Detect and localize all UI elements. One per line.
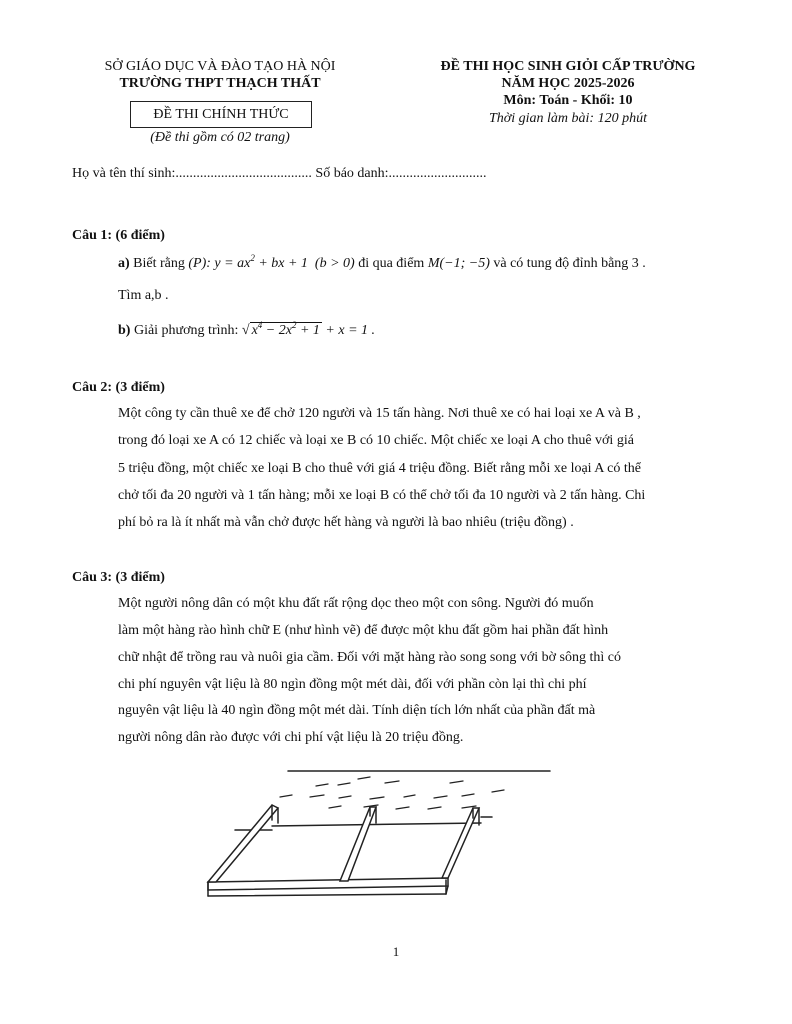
question-3-line: làm một hàng rào hình chữ E (như hình vẽ) để được một khu đất gồm hai phần đất hình [118, 623, 609, 638]
candidate-info-line: Họ và tên thí sinh:....................................... Số báo danh:............................ [72, 166, 487, 181]
school-year: NĂM HỌC 2025-2026 [501, 76, 635, 91]
question-1b [118, 322, 375, 339]
exam-title: ĐỀ THI HỌC SINH GIỎI CẤP TRƯỜNG [440, 59, 696, 74]
water-ripples [280, 777, 504, 809]
parabola-formula: (P): $y = ax^2$ + bx + 1 (b > 0) [188, 253, 355, 271]
question-2-line: 5 triệu đồng, một chiếc xe loại B cho thuê với giá 4 triệu đồng. Biết rằng mỗi xe loại A có thể [118, 461, 641, 476]
question-1a-label: a) [118, 256, 130, 271]
page-number: 1 [392, 944, 400, 959]
question-3-line: chi phí nguyên vật liệu là 80 ngìn đồng một mét dài, đối với phần còn lại thì chi phí [118, 677, 587, 692]
front-fence [208, 878, 448, 890]
question-3-title: Câu 3: (3 điểm) [72, 570, 165, 585]
question-1a-text1: Biết rằng [133, 256, 185, 271]
question-1a-text2: đi qua điểm [358, 256, 425, 271]
point-m: M(−1; −5) [427, 256, 490, 271]
equation: √ $x^4 - 2x^2 + 1 + x = 1$ . [241, 320, 376, 338]
pages-note: (Đề thi gồm có 02 trang) [150, 130, 290, 145]
question-2-line: trong đó loại xe A có 12 chiếc và loại xe B có 10 chiếc. Một chiếc xe loại A cho thuê với giá [118, 433, 634, 448]
question-1-title: Câu 1: (6 điểm) [72, 228, 165, 243]
question-1b-label: b) [118, 323, 131, 338]
department-name: SỞ GIÁO DỤC VÀ ĐÀO TẠO HÀ NỘI [104, 59, 336, 74]
middle-fence [340, 807, 376, 881]
left-fence [208, 805, 278, 882]
question-2-title: Câu 2: (3 điểm) [72, 380, 165, 395]
exam-duration: Thời gian làm bài: 120 phút [489, 111, 647, 126]
question-2-line: Một công ty cần thuê xe để chở 120 người và 15 tấn hàng. Nơi thuê xe có hai loại xe A và B , [118, 406, 641, 421]
question-2-line: chở tối đa 20 người và 1 tấn hàng; mỗi xe loại B có thể chở tối đa 10 người và 2 tấn hàng. Chi [118, 488, 646, 503]
question-1b-text: Giải phương trình: [133, 323, 239, 338]
question-2-line: phí bỏ ra là ít nhất mà vẫn chở được hết hàng và người là bao nhiêu (triệu đồng) . [118, 515, 574, 530]
question-3-line: người nông dân rào được với chi phí vật liệu là 20 triệu đồng. [118, 730, 464, 745]
official-exam-box: ĐỀ THI CHÍNH THỨC [130, 101, 312, 128]
question-3-line: Một người nông dân có một khu đất rất rộng dọc theo một con sông. Người đó muốn [118, 596, 594, 611]
question-1a [118, 253, 646, 272]
question-1a-find: Tìm a,b . [118, 288, 169, 303]
subject-grade: Môn: Toán - Khối: 10 [503, 93, 633, 108]
school-name: TRƯỜNG THPT THẠCH THẤT [119, 76, 321, 91]
e-shaped-fence-figure [200, 760, 560, 905]
question-3-line: chữ nhật để trồng rau và nuôi gia cầm. Đối với mặt hàng rào song song với bờ sông thì có [118, 650, 621, 665]
question-3-line: nguyên vật liệu là 40 ngìn đồng một mét dài. Tính diện tích lớn nhất của phần đất mà [118, 703, 596, 718]
question-1a-text3: và có tung độ đỉnh bằng 3 . [493, 256, 646, 271]
